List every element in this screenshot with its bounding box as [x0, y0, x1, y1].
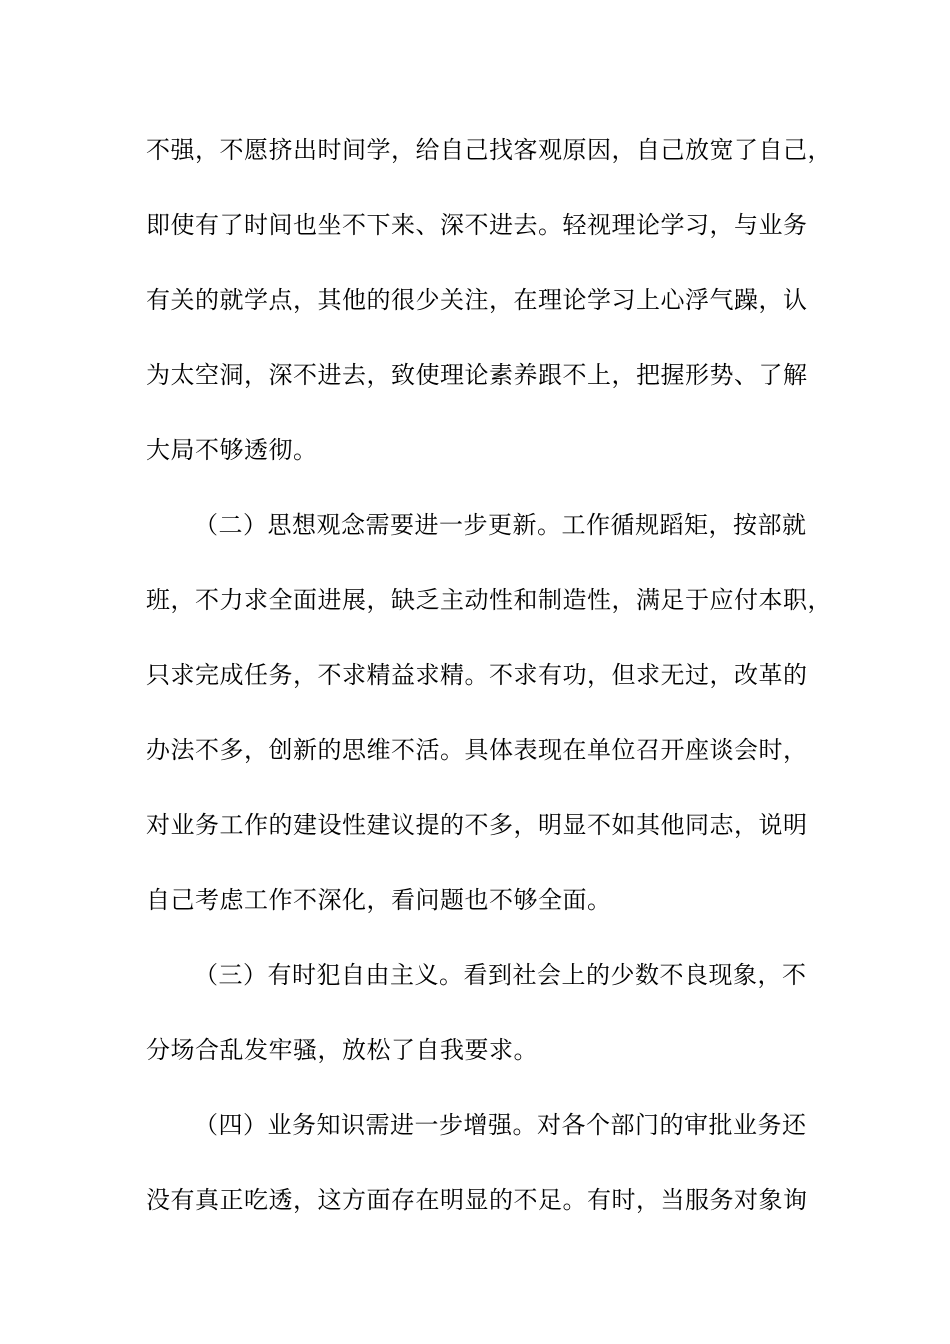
paragraph-heading-2: （二）思想观念需要进一步更新。工作循规蹈矩，按部就 [194, 511, 807, 539]
text-line: 没有真正吃透，这方面存在明显的不足。有时，当服务对象询 [146, 1186, 808, 1214]
text-line: 不强，不愿挤出时间学，给自己找客观原因，自己放宽了自己， [146, 136, 832, 164]
text-line: 只求完成任务，不求精益求精。不求有功，但求无过，改革的 [146, 661, 808, 689]
text-line: 班，不力求全面进展，缺乏主动性和制造性，满足于应付本职， [146, 586, 832, 614]
text-line: 大局不够透彻。 [146, 436, 318, 464]
text-line: 有关的就学点，其他的很少关注，在理论学习上心浮气躁，认 [146, 286, 808, 314]
paragraph-heading-3: （三）有时犯自由主义。看到社会上的少数不良现象，不 [194, 961, 807, 989]
text-line: 自己考虑工作不深化，看问题也不够全面。 [146, 886, 612, 914]
text-line: 办法不多，创新的思维不活。具体表现在单位召开座谈会时， [146, 736, 808, 764]
text-line: 对业务工作的建设性建议提的不多，明显不如其他同志，说明 [146, 811, 808, 839]
paragraph-heading-4: （四）业务知识需进一步增强。对各个部门的审批业务还 [194, 1111, 807, 1139]
text-line: 即使有了时间也坐不下来、深不进去。轻视理论学习，与业务 [146, 211, 808, 239]
text-line: 为太空洞，深不进去，致使理论素养跟不上，把握形势、了解 [146, 361, 808, 389]
text-line: 分场合乱发牢骚，放松了自我要求。 [146, 1036, 538, 1064]
